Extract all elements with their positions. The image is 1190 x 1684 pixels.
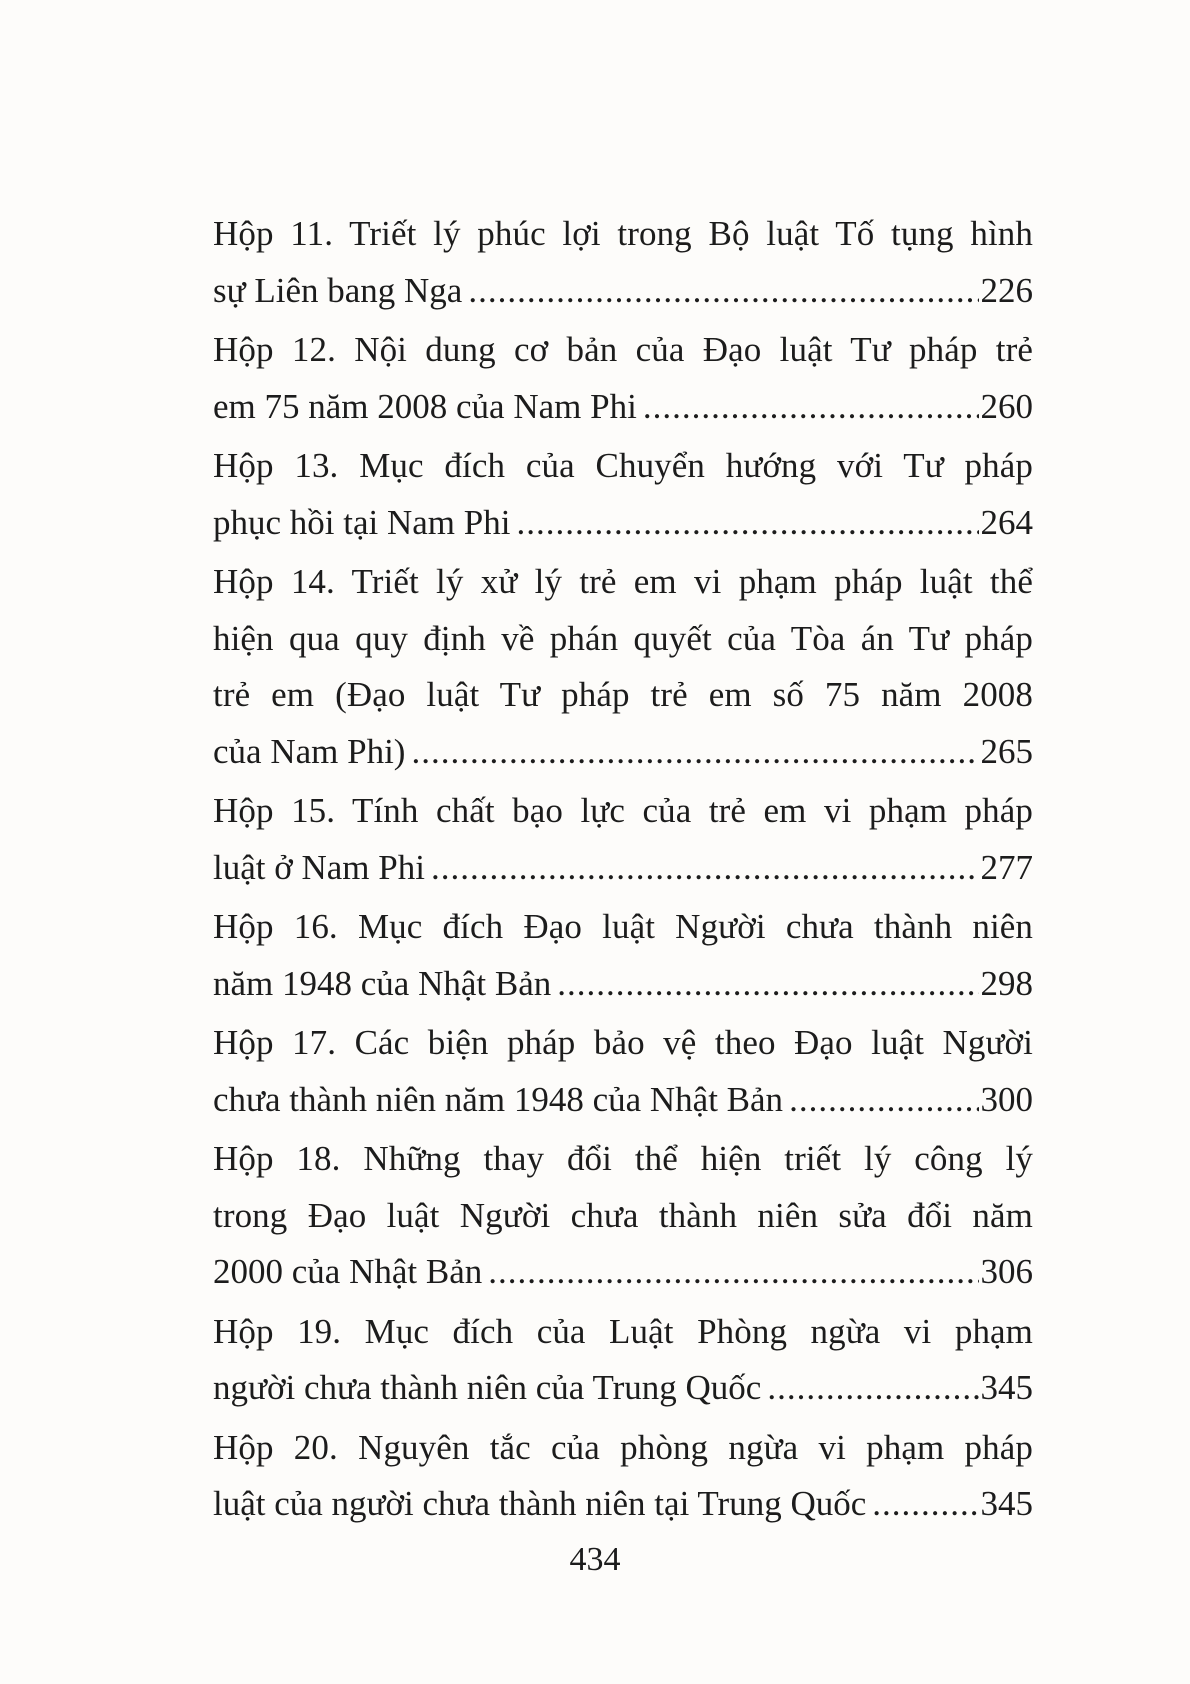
dot-leader	[872, 1476, 978, 1533]
toc-page-number: 277	[980, 847, 1033, 887]
toc-entry-hop-19[interactable]	[213, 1304, 1033, 1417]
toc-page-number: 260	[980, 386, 1033, 426]
table-of-contents	[213, 206, 1033, 1536]
toc-entry-last-line	[213, 1244, 1033, 1301]
dot-leader	[789, 1072, 978, 1129]
toc-entry-text: năm 1948 của Nhật Bản	[213, 963, 552, 1003]
toc-page-number: 306	[980, 1252, 1033, 1291]
toc-entry-line: Hộp 17. Các biện pháp bảo vệ theo Đạo luật Người	[213, 1023, 1033, 1062]
toc-entry-last-line	[213, 1360, 1033, 1417]
toc-page-number: 298	[980, 963, 1033, 1003]
toc-entry-text: sự Liên bang Nga	[213, 270, 463, 310]
page-number: 434	[569, 1541, 621, 1578]
toc-entry-last-line	[213, 263, 1033, 320]
toc-entry-hop-11[interactable]	[213, 206, 1033, 319]
dot-leader	[488, 1244, 978, 1301]
toc-page-number: 300	[980, 1079, 1033, 1119]
toc-entry-hop-12[interactable]	[213, 322, 1033, 435]
toc-page-number: 345	[980, 1368, 1033, 1407]
toc-page-number: 265	[980, 731, 1033, 771]
toc-entry-hop-16[interactable]	[213, 899, 1033, 1012]
toc-entry-line: Hộp 15. Tính chất bạo lực của trẻ em vi phạm pháp	[213, 791, 1033, 830]
toc-entry-hop-17[interactable]	[213, 1015, 1033, 1128]
toc-entry-text: luật ở Nam Phi	[213, 847, 425, 887]
toc-entry-text: của Nam Phi)	[213, 731, 406, 771]
toc-entry-text: luật của người chưa thành niên tại Trung Quốc	[213, 1484, 867, 1523]
toc-entry-hop-13[interactable]	[213, 438, 1033, 551]
toc-page-number: 226	[980, 270, 1033, 310]
toc-entry-text: em 75 năm 2008 của Nam Phi	[213, 386, 637, 426]
toc-entry-hop-18[interactable]	[213, 1131, 1033, 1301]
toc-entry-line: Hộp 16. Mục đích Đạo luật Người chưa thành niên	[213, 907, 1033, 946]
dot-leader	[468, 263, 978, 320]
toc-entry-text: phục hồi tại Nam Phi	[213, 502, 511, 542]
toc-entry-line: trong Đạo luật Người chưa thành niên sửa đổi năm	[213, 1195, 1033, 1235]
toc-entry-hop-14[interactable]	[213, 554, 1033, 780]
dot-leader	[431, 840, 979, 897]
dot-leader	[516, 495, 978, 552]
toc-entry-line: trẻ em (Đạo luật Tư pháp trẻ em số 75 năm 2008	[213, 675, 1033, 714]
dot-leader	[557, 956, 978, 1013]
toc-entry-last-line	[213, 495, 1033, 552]
toc-entry-hop-15[interactable]	[213, 783, 1033, 896]
toc-entry-hop-20[interactable]	[213, 1420, 1033, 1533]
toc-entry-line: Hộp 14. Triết lý xử lý trẻ em vi phạm pháp luật thể	[213, 562, 1033, 601]
toc-entry-text: chưa thành niên năm 1948 của Nhật Bản	[213, 1079, 784, 1119]
toc-entry-last-line	[213, 1072, 1033, 1129]
toc-page-number: 345	[980, 1484, 1033, 1523]
toc-entry-line: Hộp 20. Nguyên tắc của phòng ngừa vi phạm pháp	[213, 1427, 1033, 1467]
toc-entry-line: Hộp 11. Triết lý phúc lợi trong Bộ luật Tố tụng hình	[213, 214, 1033, 253]
toc-entry-text: 2000 của Nhật Bản	[213, 1252, 483, 1291]
toc-entry-line: Hộp 12. Nội dung cơ bản của Đạo luật Tư pháp trẻ	[213, 330, 1033, 369]
toc-entry-line: hiện qua quy định về phán quyết của Tòa án Tư pháp	[213, 618, 1033, 658]
toc-entry-line: Hộp 18. Những thay đổi thể hiện triết lý công lý	[213, 1139, 1033, 1178]
toc-entry-line: Hộp 13. Mục đích của Chuyển hướng với Tư pháp	[213, 446, 1033, 485]
toc-entry-line: Hộp 19. Mục đích của Luật Phòng ngừa vi phạm	[213, 1311, 1033, 1351]
toc-entry-text: người chưa thành niên của Trung Quốc	[213, 1368, 762, 1407]
toc-entry-last-line	[213, 724, 1033, 781]
dot-leader	[767, 1360, 978, 1417]
toc-entry-last-line	[213, 956, 1033, 1013]
dot-leader	[643, 379, 979, 436]
dot-leader	[411, 724, 978, 781]
toc-entry-last-line	[213, 840, 1033, 897]
toc-entry-last-line	[213, 1476, 1033, 1533]
toc-page-number: 264	[980, 502, 1033, 542]
toc-entry-last-line	[213, 379, 1033, 436]
